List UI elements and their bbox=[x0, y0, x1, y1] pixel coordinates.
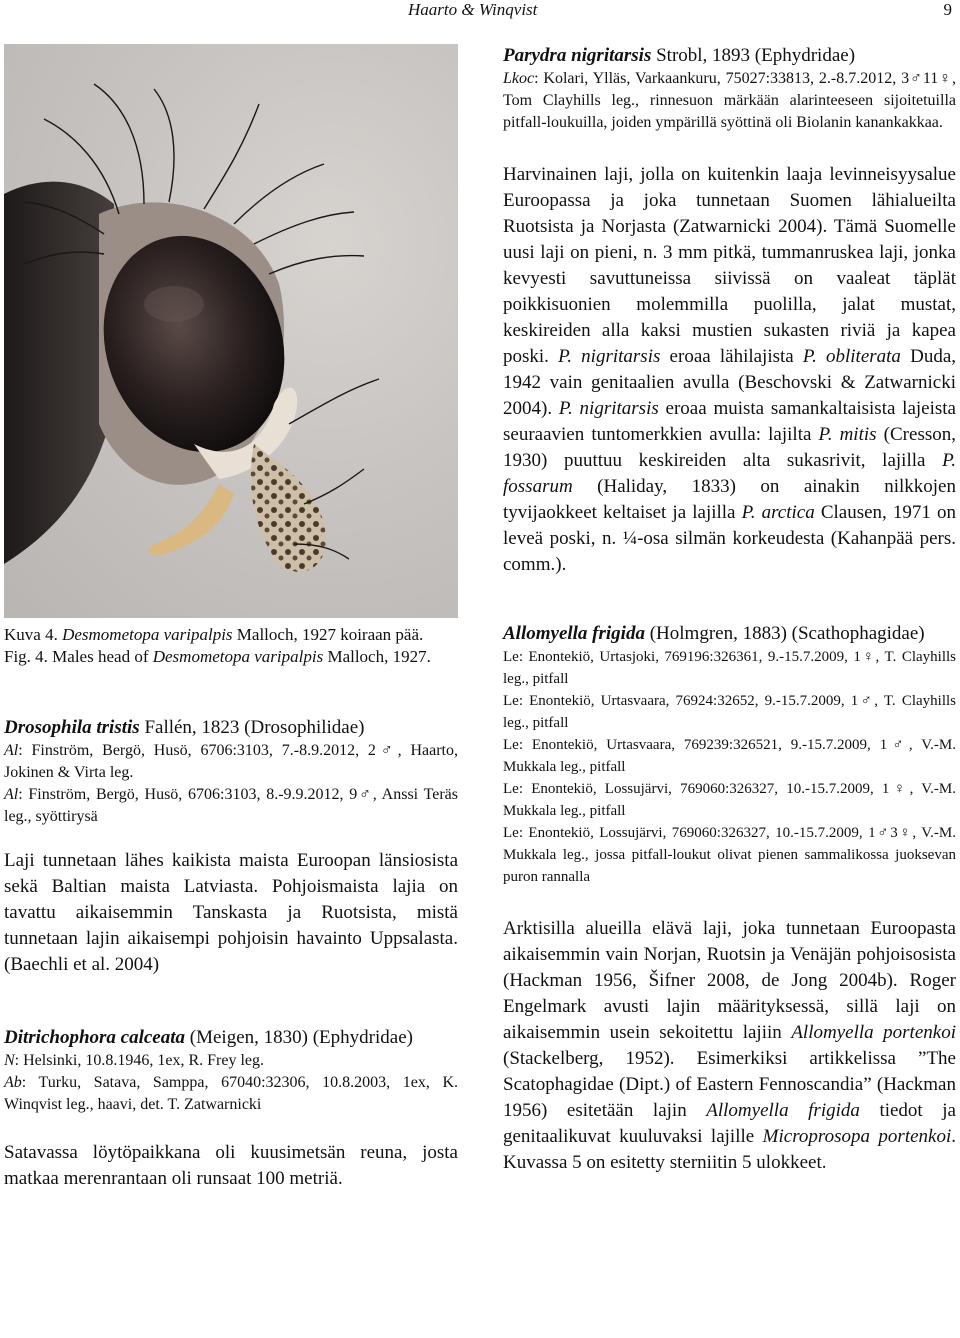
body-paragraph: Laji tunnetaan lähes kaikista maista Euroopan länsiosista sekä Baltian maista Latviasta. Pohjoismaista lajia on tavattu aikaisemmin Tanskasta ja Ruotsista, mistä tunnetaan lajin aikaisempi pohjoisin havainto Uppsalasta. (Baechli et al. 2004) bbox=[4, 850, 458, 975]
body-paragraph: Satavassa löytöpaikkana oli kuusimetsän reuna, josta matkaa merenrantaan oli runsaat 100 metriä. bbox=[4, 1142, 458, 1189]
specimen-record: Lkoc: Kolari, Ylläs, Varkaankuru, 75027:33813, 2.-8.7.2012, 3♂11♀, Tom Clayhills leg., rinnesuon märkään alarinteeseen sijoitetuilla pitfall-loukuilla, joiden ympärillä syöttinä oli Biolanin kanankakkaa. bbox=[503, 70, 956, 131]
species-heading: Allomyella frigida (Holmgren, 1883) (Scathophagidae) bbox=[503, 623, 925, 644]
left-column bbox=[4, 44, 458, 1192]
figure-caption-finnish: Kuva 4. Desmometopa varipalpis Malloch, 1927 koiraan pää. bbox=[4, 625, 424, 644]
fly-head-photo bbox=[4, 44, 458, 618]
specimen-record: Le: Enontekiö, Urtasvaara, 769239:326521, 9.-15.7.2009, 1♂, V.-M. Mukkala leg., pitfall bbox=[503, 737, 956, 775]
figure-caption bbox=[4, 624, 458, 668]
section-drosophila-tristis bbox=[4, 716, 458, 978]
specimen-record: Le: Enontekiö, Urtasjoki, 769196:326361, 9.-15.7.2009, 1♀, T. Clayhills leg., pitfall bbox=[503, 649, 956, 687]
right-column bbox=[503, 44, 956, 1176]
species-heading: Parydra nigritarsis Strobl, 1893 (Ephydridae) bbox=[503, 45, 856, 66]
species-heading: Drosophila tristis Fallén, 1823 (Drosophilidae) bbox=[4, 717, 365, 738]
specimen-record: N: Helsinki, 10.8.1946, 1ex, R. Frey leg. bbox=[4, 1052, 264, 1069]
specimen-record: Le: Enontekiö, Lossujärvi, 769060:326327, 10.-15.7.2009, 1♀, V.-M. Mukkala leg., pitfall bbox=[503, 781, 956, 819]
section-ditrichophora-calceata bbox=[4, 1026, 458, 1192]
specimen-record: Le: Enontekiö, Urtasvaara, 76924:32652, 9.-15.7.2009, 1♂, T. Clayhills leg., pitfall bbox=[503, 693, 956, 731]
caption-species: Desmometopa varipalpis bbox=[152, 647, 324, 666]
section-parydra-nigritarsis bbox=[503, 44, 956, 578]
specimen-record: Al: Finström, Bergö, Husö, 6706:3103, 8.-9.9.2012, 9♂, Anssi Teräs leg., syöttirysä bbox=[4, 786, 458, 825]
running-head bbox=[0, 0, 960, 26]
specimen-record: Al: Finström, Bergö, Husö, 6706:3103, 7.-8.9.2012, 2♂, Haarto, Jokinen & Virta leg. bbox=[4, 742, 458, 781]
species-heading: Ditrichophora calceata (Meigen, 1830) (Ephydridae) bbox=[4, 1027, 413, 1048]
figure-caption-english: Fig. 4. Males head of Desmometopa varipalpis Malloch, 1927. bbox=[4, 647, 431, 666]
section-allomyella-frigida bbox=[503, 622, 956, 1176]
specimen-record: Ab: Turku, Satava, Samppa, 67040:32306, 10.8.2003, 1ex, K. Winqvist leg., haavi, det. T. Zatwarnicki bbox=[4, 1074, 458, 1113]
caption-species: Desmometopa varipalpis bbox=[62, 625, 233, 644]
running-head-authors: Haarto & Winqvist bbox=[408, 0, 538, 19]
specimen-record: Le: Enontekiö, Lossujärvi, 769060:326327, 10.-15.7.2009, 1♂3♀, V.-M. Mukkala leg., jossa pitfall-loukut olivat pienen sammalikossa juoksevan puron rannalla bbox=[503, 825, 956, 885]
page-number: 9 bbox=[943, 0, 952, 19]
body-paragraph: Harvinainen laji, jolla on kuitenkin laaja levinneisyysalue Euroopassa ja joka tunnetaan Suomen lähialueilta Ruotsista ja Norjasta (Zatwarnicki 2004). Tämä Suomelle uusi laji on pieni, n. 3 mm pitkä, tummanruskea laji, jonka kevyesti savuttuneissa siivissä on vaaleat täplät poikkisuonien molemmilla puolilla, jalat mustat, keskireiden alla kaksi mustien sukasten riviä ja kapea poski. P. nigritarsis eroaa lähilajista P. obliterata Duda, 1942 vain genitaalien avulla (Beschovski & Zatwarnicki 2004). P. nigritarsis eroaa muista samankaltaisista lajeista seuraavien tuntomerkkien avulla: lajilta P. mitis (Cresson, 1930) puuttuu keskireiden alta sukasrivit, lajilla P. fossarum (Haliday, 1833) on ainakin nilkkojen tyvijaokkeet keltaiset ja lajilla P. arctica Clausen, 1971 on leveä poski, n. ¼-osa silmän korkeudesta (Kahanpää pers. comm.). bbox=[503, 164, 957, 575]
fly-head-illustration bbox=[4, 44, 458, 618]
body-paragraph: Arktisilla alueilla elävä laji, joka tunnetaan Euroopasta aikaisemmin vain Norjan, Ruotsin ja Venäjän pohjoisosista (Hackman 1956, Šifner 2008, de Jong 2004b). Roger Engelmark avusti lajin määrityksessä, sillä laji on aikaisemmin usein sekoitettu lajiin Allomyella portenkoi (Stackelberg, 1952). Esimerkiksi artikkelissa ”The Scatophagidae (Dipt.) of Eastern Fennoscandia” (Hackman 1956) esitetään lajin Allomyella frigida tiedot ja genitaalikuvat kuuluvaksi lajille Microprosopa portenkoi. Kuvassa 5 on esitetty sterniitin 5 ulokkeet. bbox=[503, 918, 956, 1173]
